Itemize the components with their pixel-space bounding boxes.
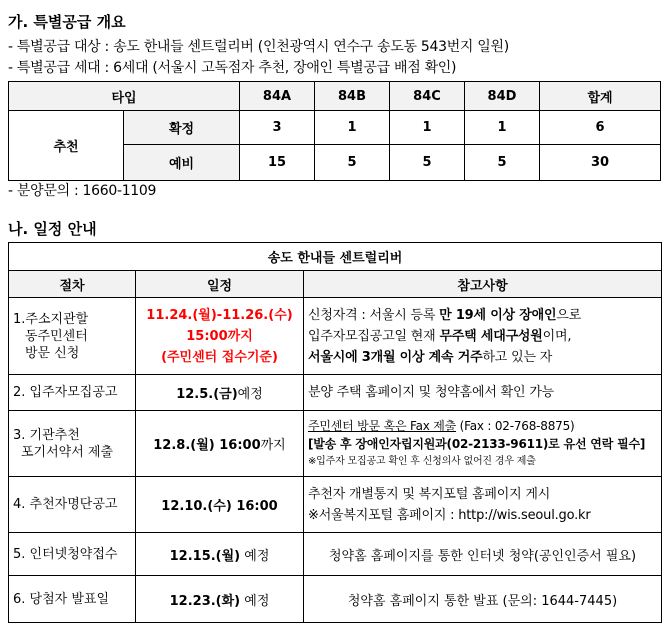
sched-cell (136, 298, 304, 375)
sched-date: 12.15.(월) (169, 548, 241, 564)
note-text-underline: 주민센터 방문 혹은 Fax 제출 (308, 418, 457, 433)
note-line: 추천자 개별통지 및 복지포털 홈페이지 게시 (308, 486, 551, 502)
note-text: 이며, (542, 328, 572, 344)
note-text-bold: 만 19세 이상 장애인 (439, 307, 557, 323)
note-text-bold: 무주택 세대구성원 (439, 328, 543, 344)
note-line (308, 326, 661, 347)
proc-line: 3. 기관추천 (13, 427, 80, 443)
sched-date: 12.5.(금) (176, 387, 238, 402)
inquiry-line: - 분양문의 : 1660-1109 (8, 183, 157, 199)
schedule-row-6 (9, 576, 662, 623)
type-84c-header: 84C (390, 82, 465, 111)
sched-suffix: 예정 (240, 593, 270, 609)
proc-header: 절차 (9, 271, 136, 298)
table-cell: 1 (390, 111, 465, 145)
table-cell: 1 (465, 111, 540, 145)
sched-cell (136, 411, 304, 477)
section-b-title: 나. 일정 안내 (8, 220, 97, 238)
proc-line: 동주민센터 (25, 328, 88, 344)
schedule-table-title: 송도 한내들 센트럴리버 (9, 243, 662, 271)
section-a-title: 가. 특별공급 개요 (8, 13, 126, 31)
proc-cell: 4. 추천자명단공고 (9, 477, 136, 533)
schedule-row-5 (9, 533, 662, 576)
proc-cell: 6. 당첨자 발표일 (9, 576, 136, 623)
note-line (308, 417, 661, 435)
schedule-table (8, 242, 662, 623)
sched-suffix: 예정 (237, 387, 263, 402)
note-line (308, 347, 661, 368)
note-line: ※서울복지포털 홈페이지 : http://wis.seoul.go.kr (308, 507, 591, 523)
note-line-bold: [발송 후 장애인자립지원과(02-2133-9611)로 유선 연락 필수] (308, 436, 646, 451)
note-cell: 청약홈 홈페이지를 통한 인터넷 청약(공인인증서 필요) (304, 533, 662, 576)
proc-cell: 2. 입주자모집공고 (9, 375, 136, 411)
table-cell: 5 (465, 145, 540, 181)
note-text: 입주자모집공고일 현재 (308, 328, 440, 344)
note-cell (304, 477, 662, 533)
sched-suffix: 까지 (260, 438, 286, 453)
schedule-row-2 (9, 375, 662, 411)
schedule-row-3 (9, 411, 662, 477)
sched-line: 11.24.(월)-11.26.(수) (146, 307, 293, 323)
schedule-title-row (9, 243, 662, 271)
type-header: 타입 (9, 82, 240, 111)
schedule-row-4 (9, 477, 662, 533)
note-cell: 청약홈 홈페이지 통한 발표 (문의: 1644-7445) (304, 576, 662, 623)
sched-date: 12.23.(화) (169, 593, 241, 609)
supply-header-row (9, 82, 661, 111)
table-cell: 15 (240, 145, 315, 181)
sched-cell (136, 375, 304, 411)
sched-header: 일정 (136, 271, 304, 298)
note-text: 으로 (556, 307, 582, 323)
note-cell (304, 411, 662, 477)
total-header: 합계 (540, 82, 661, 111)
sched-cell (136, 576, 304, 623)
table-cell: 3 (240, 111, 315, 145)
sched-date: 12.8.(월) 16:00 (153, 438, 261, 453)
table-cell: 6 (540, 111, 661, 145)
recommend-label: 추천 (9, 111, 124, 181)
sched-line: (주민센터 접수기준) (161, 349, 278, 365)
reserve-label: 예비 (124, 145, 240, 181)
confirmed-row (9, 111, 661, 145)
note-header: 참고사항 (304, 271, 662, 298)
table-cell: 5 (315, 145, 390, 181)
supply-households-line: - 특별공급 세대 : 6세대 (서울시 고독점자 추천, 장애인 특별공급 배점 확인) (8, 60, 457, 76)
proc-line: 1.주소지관할 (13, 311, 89, 327)
type-84a-header: 84A (240, 82, 315, 111)
supply-target-line: - 특별공급 대상 : 송도 한내들 센트럴리버 (인천광역시 연수구 송도동 543번지 일원) (8, 39, 509, 55)
sched-cell (136, 533, 304, 576)
table-cell: 5 (390, 145, 465, 181)
note-cell (304, 298, 662, 375)
proc-line: 방문 신청 (25, 345, 80, 361)
sched-cell: 12.10.(수) 16:00 (136, 477, 304, 533)
note-text: (Fax : 02-768-8875) (456, 418, 575, 433)
note-text: 하고 있는 자 (482, 349, 553, 365)
sched-line: 15:00까지 (186, 328, 253, 344)
sched-suffix: 예정 (240, 548, 270, 564)
note-cell: 분양 주택 홈페이지 및 청약홈에서 확인 가능 (304, 375, 662, 411)
note-line (308, 305, 661, 326)
note-text: 신청자격 : 서울시 등록 (308, 307, 440, 323)
proc-cell (9, 411, 136, 477)
type-84d-header: 84D (465, 82, 540, 111)
supply-table (8, 81, 661, 181)
proc-line: 포기서약서 제출 (21, 444, 114, 460)
proc-cell: 5. 인터넷청약접수 (9, 533, 136, 576)
table-cell: 1 (315, 111, 390, 145)
note-line-small: ※입주자 모집공고 확인 후 신청의사 없어진 경우 제출 (308, 455, 536, 467)
type-84b-header: 84B (315, 82, 390, 111)
confirmed-label: 확정 (124, 111, 240, 145)
schedule-row-1 (9, 298, 662, 375)
proc-cell (9, 298, 136, 375)
table-cell: 30 (540, 145, 661, 181)
note-text-bold: 서울시에 3개월 이상 계속 거주 (308, 349, 483, 365)
schedule-header-row (9, 271, 662, 298)
